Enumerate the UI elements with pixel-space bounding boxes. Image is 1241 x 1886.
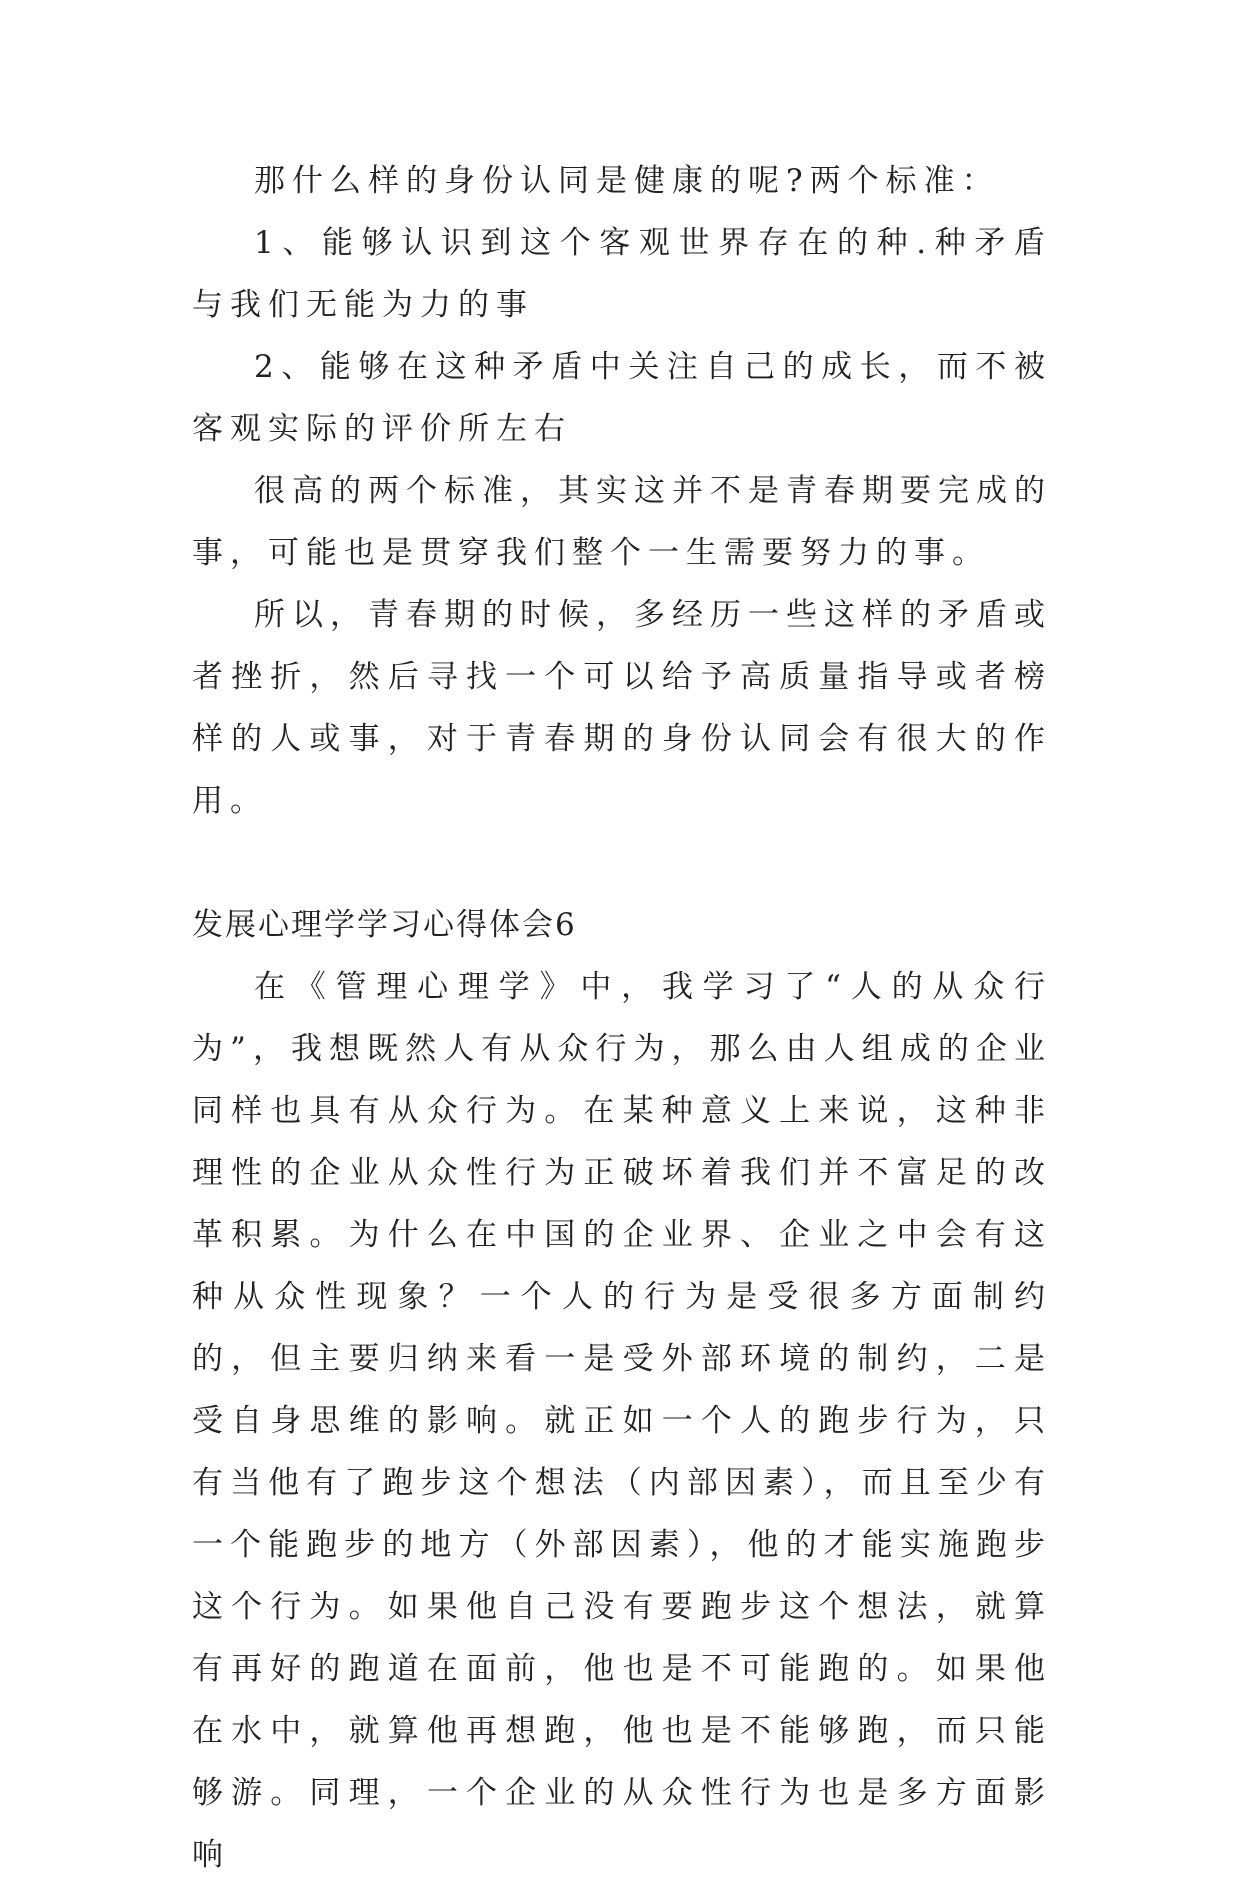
paragraph-conclusion: 所以，青春期的时候，多经历一些这样的矛盾或者挫折，然后寻找一个可以给予高质量指导或者榜样的人或事，对于青春期的身份认同会有很大的作用。	[192, 597, 1052, 819]
paragraph-question: 那什么样的身份认同是健康的呢?两个标准：	[254, 163, 1000, 199]
paragraph-comment: 很高的两个标准，其实这并不是青春期要完成的事，可能也是贯穿我们整个一生需要努力的事。	[192, 473, 1052, 571]
paragraph-conformity: 在《管理心理学》中，我学习了“人的从众行为”，我想既然人有从众行为，那么由人组成的企业同样也具有从众行为。在某种意义上来说，这种非理性的企业从众性行为正破坏着我们并不富足的改革积累。为什么在中国的企业界、企业之中会有这种从众性现象？一个人的行为是受很多方面制约的，但主要归纳来看一是受外部环境的制约，二是受自身思维的影响。就正如一个人的跑步行为，只有当他有了跑步这个想法（内部因素），而且至少有一个能跑步的地方（外部因素），他的才能实施跑步这个行为。如果他自己没有要跑步这个想法，就算有再好的跑道在面前，他也是不可能跑的。如果他在水中，就算他再想跑，他也是不能够跑，而只能够游。同理，一个企业的从众性行为也是多方面影响	[192, 969, 1052, 1873]
document-body	[192, 150, 1052, 1886]
section-heading: 发展心理学学习心得体会6	[192, 907, 577, 943]
paragraph-criterion-1: 1、能够认识到这个客观世界存在的种.种矛盾与我们无能为力的事	[192, 225, 1052, 323]
paragraph-criterion-2: 2、能够在这种矛盾中关注自己的成长，而不被客观实际的评价所左右	[192, 349, 1052, 447]
